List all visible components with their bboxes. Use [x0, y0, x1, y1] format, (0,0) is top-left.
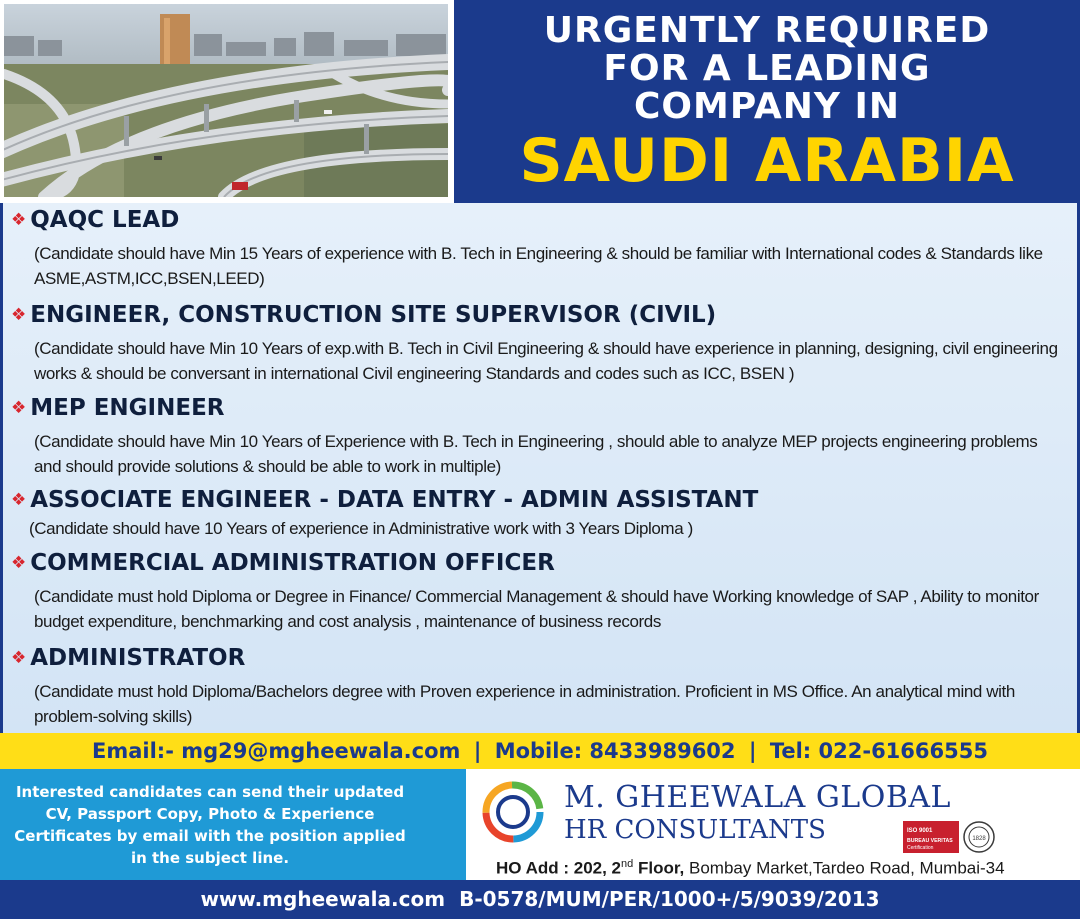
company-subtitle: HR CONSULTANTS — [564, 815, 826, 845]
diamond-bullet-icon: ❖ — [11, 305, 27, 325]
job-title: MEP ENGINEER — [30, 395, 225, 421]
application-instructions-panel — [0, 769, 466, 880]
company-name: M. GHEEWALA GLOBAL — [564, 780, 951, 815]
company-panel — [466, 769, 1080, 880]
job-title: ADMINISTRATOR — [30, 645, 246, 671]
bureau-veritas-certification-badge — [903, 821, 999, 853]
headline-panel — [454, 0, 1080, 203]
job-listings — [0, 203, 1080, 733]
job-description: (Candidate must hold Diploma or Degree in Finance/ Commercial Management & should have Working knowledge of SAP , Ability to monitor budget expenditure, benchmarking and cost analysis , maintenance of business records — [34, 587, 1039, 631]
job-title: COMMERCIAL ADMINISTRATION OFFICER — [30, 550, 555, 576]
separator: | — [748, 739, 757, 763]
head-office-address: HO Add : 202, 2nd Floor, Bombay Market,Tardeo Road, Mumbai-34 — [496, 858, 1005, 878]
application-instructions: Interested candidates can send their updated CV, Passport Copy, Photo & Experience Certificates by email with the position applied in the subject line. — [14, 783, 406, 867]
job-description: (Candidate must hold Diploma/Bachelors degree with Proven experience in administration. Proficient in MS Office. An analytical mind with problem-solving skills) — [34, 682, 1015, 726]
email-link[interactable]: Email:- mg29@mgheewala.com — [92, 739, 461, 763]
separator: | — [473, 739, 482, 763]
city-highway-photo — [4, 4, 448, 197]
headline-line-2: FOR A LEADING — [603, 48, 931, 89]
job-description: (Candidate should have 10 Years of experience in Administrative work with 3 Years Diploma ) — [29, 519, 693, 538]
license-number: B-0578/MUM/PER/1000+/5/9039/2013 — [459, 887, 880, 911]
mobile-number[interactable]: Mobile: 8433989602 — [494, 739, 736, 763]
website-link[interactable]: www.mgheewala.com — [200, 887, 446, 911]
telephone-number[interactable]: Tel: 022-61666555 — [769, 739, 988, 763]
headline-line-3: COMPANY IN — [633, 86, 901, 127]
badge-name-text: BUREAU VERITAS — [907, 838, 953, 844]
job-title: ASSOCIATE ENGINEER - DATA ENTRY - ADMIN ASSISTANT — [30, 487, 759, 513]
job-description: (Candidate should have Min 10 Years of Experience with B. Tech in Engineering , should able to analyze MEP projects engineering problems and should provide solutions & should be able to work in multiple) — [34, 432, 1038, 476]
badge-iso-text: ISO 9001 — [907, 828, 933, 834]
job-description: (Candidate should have Min 10 Years of exp.with B. Tech in Civil Engineering & should have experience in planning, designing, civil engineering works & should be conversant in international Civil engineering Standards and codes such as ICC, BSEN ) — [34, 339, 1058, 383]
badge-year-text: 1828 — [972, 836, 986, 842]
header-banner — [0, 0, 1080, 203]
headline-country: SAUDI ARABIA — [519, 126, 1015, 196]
diamond-bullet-icon: ❖ — [11, 648, 27, 668]
job-title: ENGINEER, CONSTRUCTION SITE SUPERVISOR (CIVIL) — [30, 302, 717, 328]
headline-line-1: URGENTLY REQUIRED — [543, 10, 991, 51]
diamond-bullet-icon: ❖ — [11, 490, 27, 510]
job-title: QAQC LEAD — [30, 207, 180, 233]
badge-cert-text: Certification — [907, 845, 934, 851]
contact-bar — [0, 733, 1080, 769]
job-description: (Candidate should have Min 15 Years of experience with B. Tech in Engineering & should be familiar with International codes & Standards like ASME,ASTM,ICC,BSEN,LEED) — [34, 244, 1043, 288]
colour-ring-logo-icon — [480, 779, 546, 845]
diamond-bullet-icon: ❖ — [11, 210, 27, 230]
diamond-bullet-icon: ❖ — [11, 553, 27, 573]
bottom-info-bar — [0, 880, 1080, 919]
diamond-bullet-icon: ❖ — [11, 398, 27, 418]
